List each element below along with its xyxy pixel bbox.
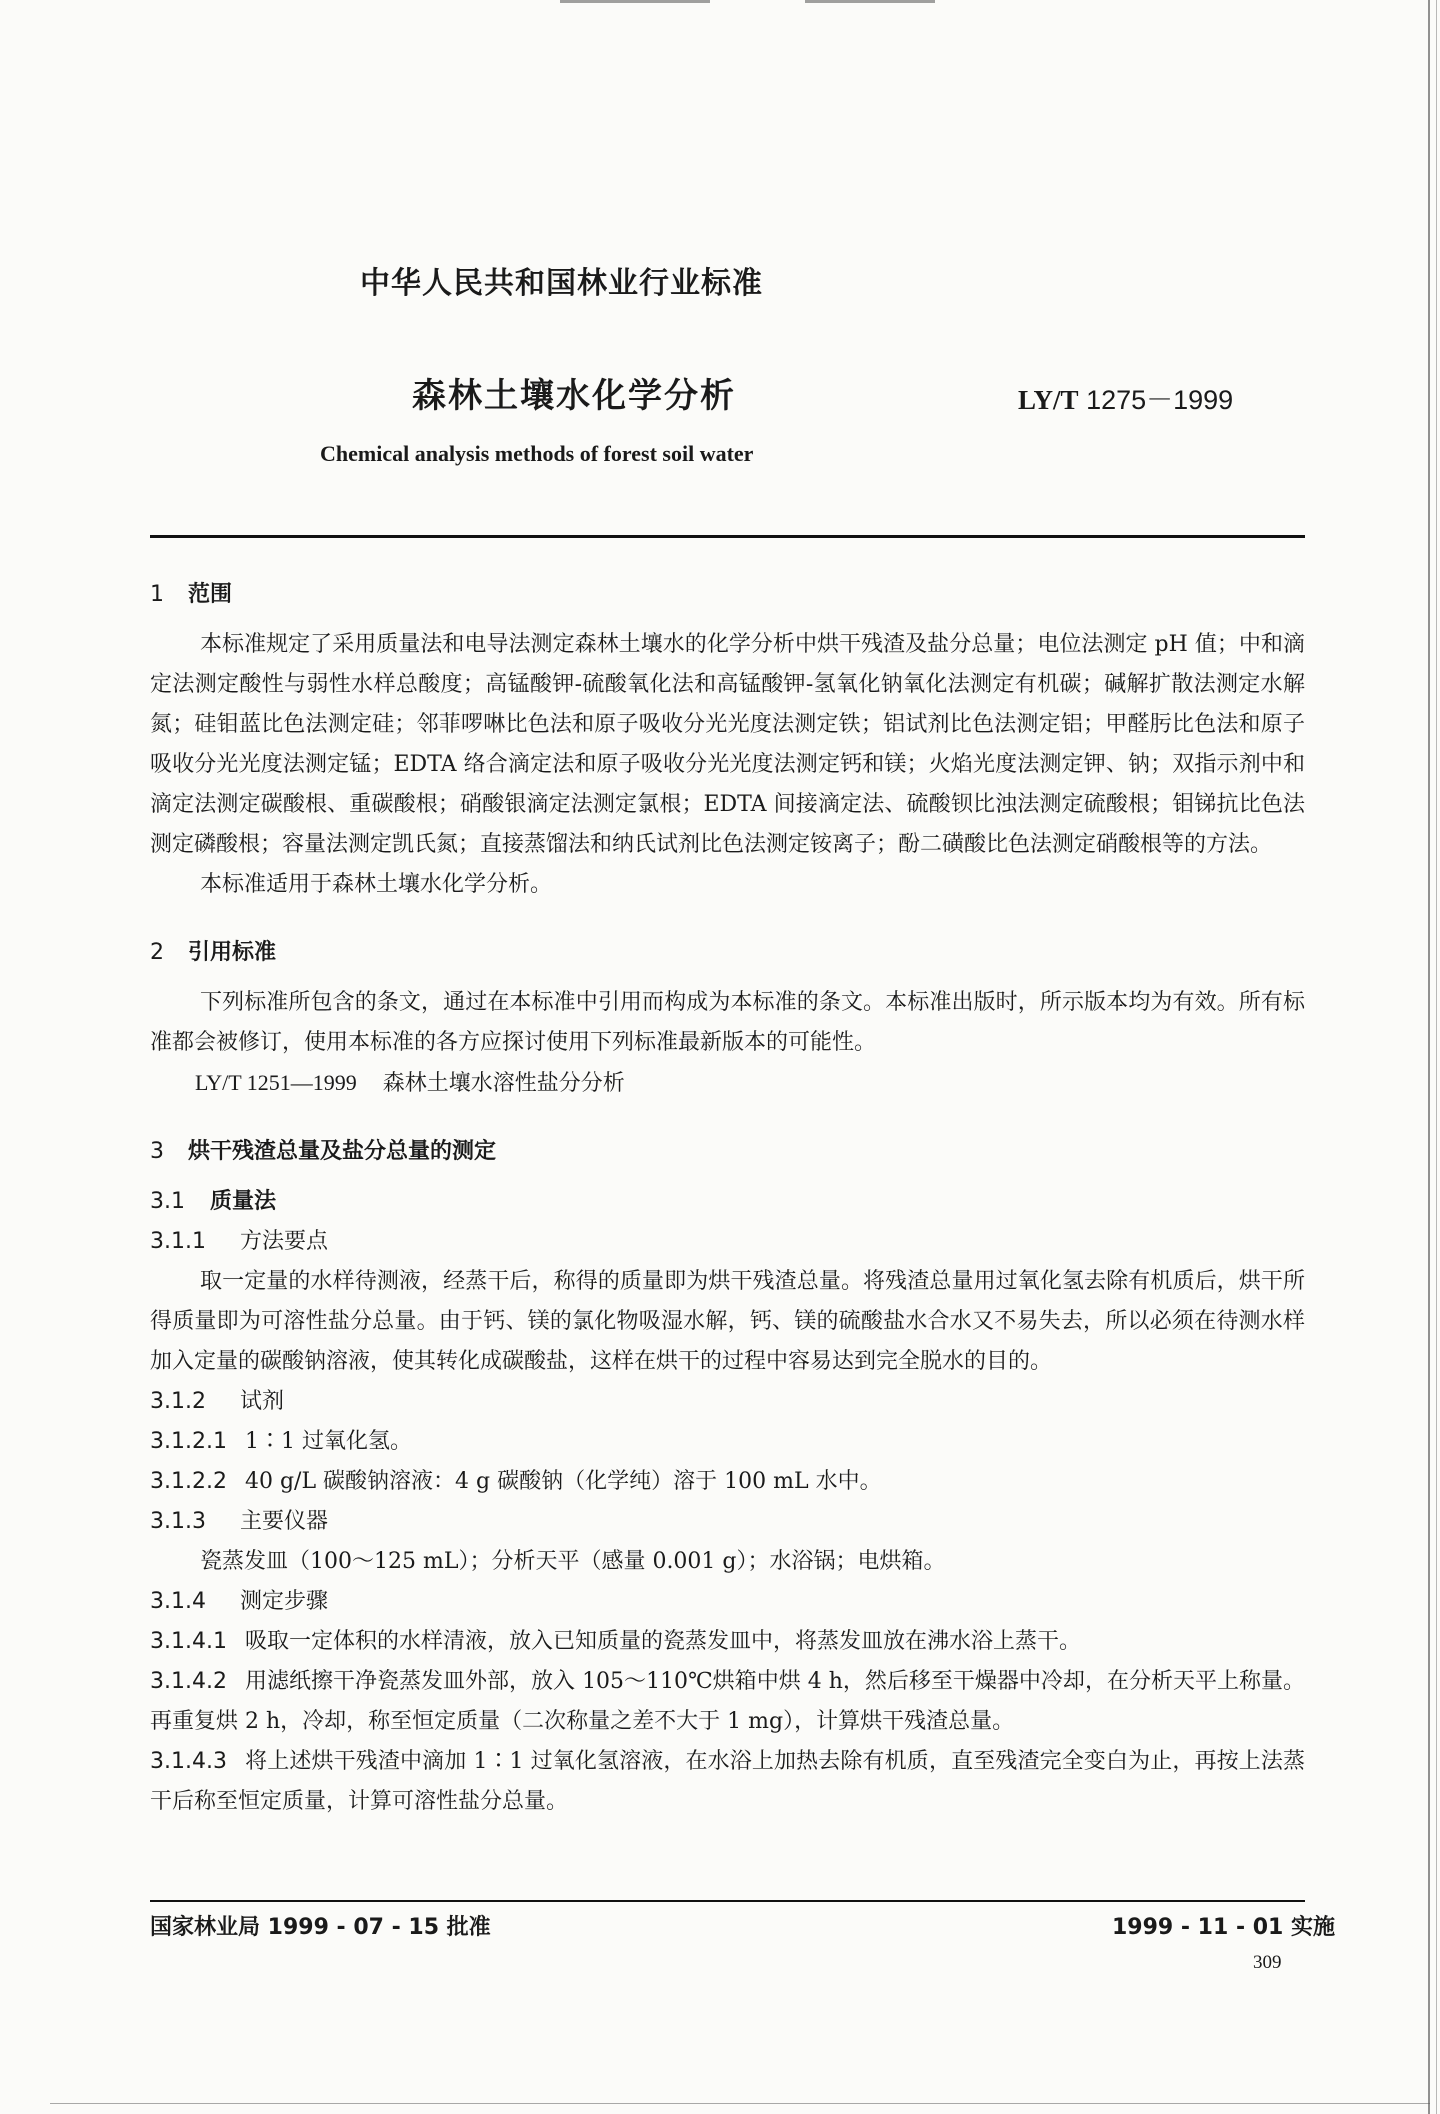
standard-code-number: 1275－1999 [1086,385,1234,415]
scan-edge [50,2103,1430,2104]
scan-edge [1436,0,1437,2114]
approval-date: 国家林业局 1999 - 07 - 15 批准 [150,1915,491,1940]
clause: 3.1.2.1 1∶1 过氧化氢。 [150,1429,412,1454]
section-heading: 2 引用标准 [150,940,277,965]
clause: 3.1.2.2 40 g/L 碳酸钠溶液：4 g 碳酸钠（化学纯）溶于 100 mL 水中。 [150,1469,882,1494]
reference-code: LY/T 1251—1999 [195,1070,357,1095]
scan-edge [805,0,935,3]
footer-rule [150,1900,1305,1902]
scan-edge [1428,0,1430,2114]
paragraph: 瓷蒸发皿（100～125 mL）；分析天平（感量 0.001 g）；水浴锅；电烘箱。 [200,1549,946,1574]
standard-code-prefix: LY/T [1018,385,1079,415]
section-heading: 1 范围 [150,582,233,607]
clause: 3.1.4.2 用滤纸擦干净瓷蒸发皿外部，放入 105～110℃烘箱中烘 4 h，然后移至干燥器中冷却，在分析天平上称量。再重复烘 2 h，冷却，称至恒定质量（二次称量之差不大于 1 mg），计算烘干残渣总量。 [150,1669,1305,1734]
clause: 3.1.4.1 吸取一定体积的水样清液，放入已知质量的瓷蒸发皿中，将蒸发皿放在沸水浴上蒸干。 [150,1629,1081,1654]
reference-title: 森林土壤水溶性盐分分析 [382,1071,625,1096]
scan-edge [560,0,710,3]
subsection-heading: 3.1.4 测定步骤 [150,1589,329,1614]
document-body [150,575,1305,1822]
page-number: 309 [1253,1952,1282,1973]
standard-title: 森林土壤水化学分析 [412,376,736,416]
subsection-heading: 3.1.3 主要仪器 [150,1509,329,1534]
clause: 3.1.4.3 将上述烘干残渣中滴加 1∶1 过氧化氢溶液，在水浴上加热去除有机质，直至残渣完全变白为止，再按上法蒸干后称至恒定质量，计算可溶性盐分总量。 [150,1749,1305,1814]
subsection-heading: 3.1.2 试剂 [150,1389,285,1414]
standard-code [1018,378,1233,417]
paragraph: 下列标准所包含的条文，通过在本标准中引用而构成为本标准的条文。本标准出版时，所示版本均为有效。所有标准都会被修订，使用本标准的各方应探讨使用下列标准最新版本的可能性。 [150,990,1305,1055]
effective-date: 1999 - 11 - 01 实施 [1112,1915,1336,1940]
subsection-heading: 3.1 质量法 [150,1189,277,1214]
reference-item [150,1063,1305,1104]
section-heading: 3 烘干残渣总量及盐分总量的测定 [150,1139,497,1164]
header-rule [150,535,1305,538]
standard-agency: 中华人民共和国林业行业标准 [360,266,763,301]
paragraph: 本标准适用于森林土壤水化学分析。 [200,872,553,897]
subsection-heading: 3.1.1 方法要点 [150,1229,329,1254]
english-title: Chemical analysis methods of forest soil water [320,441,754,466]
paragraph: 取一定量的水样待测液，经蒸干后，称得的质量即为烘干残渣总量。将残渣总量用过氧化氢去除有机质后，烘干所得质量即为可溶性盐分总量。由于钙、镁的氯化物吸湿水解，钙、镁的硫酸盐水合水又不易失去，所以必须在待测水样加入定量的碳酸钠溶液，使其转化成碳酸盐，这样在烘干的过程中容易达到完全脱水的目的。 [150,1269,1305,1374]
paragraph: 本标准规定了采用质量法和电导法测定森林土壤水的化学分析中烘干残渣及盐分总量；电位法测定 pH 值；中和滴定法测定酸性与弱性水样总酸度；高锰酸钾-硫酸氧化法和高锰酸钾-氢氧化钠氧化法测定有机碳；碱解扩散法测定水解氮；硅钼蓝比色法测定硅；邻菲啰啉比色法和原子吸收分光光度法测定铁；铝试剂比色法测定铝；甲醛肟比色法和原子吸收分光光度法测定锰；EDTA 络合滴定法和原子吸收分光光度法测定钙和镁；火焰光度法测定钾、钠；双指示剂中和滴定法测定碳酸根、重碳酸根；硝酸银滴定法测定氯根；EDTA 间接滴定法、硫酸钡比浊法测定硫酸根；钼锑抗比色法测定磷酸根；容量法测定凯氏氮；直接蒸馏法和纳氏试剂比色法测定铵离子；酚二磺酸比色法测定硝酸根等的方法。 [150,632,1305,857]
